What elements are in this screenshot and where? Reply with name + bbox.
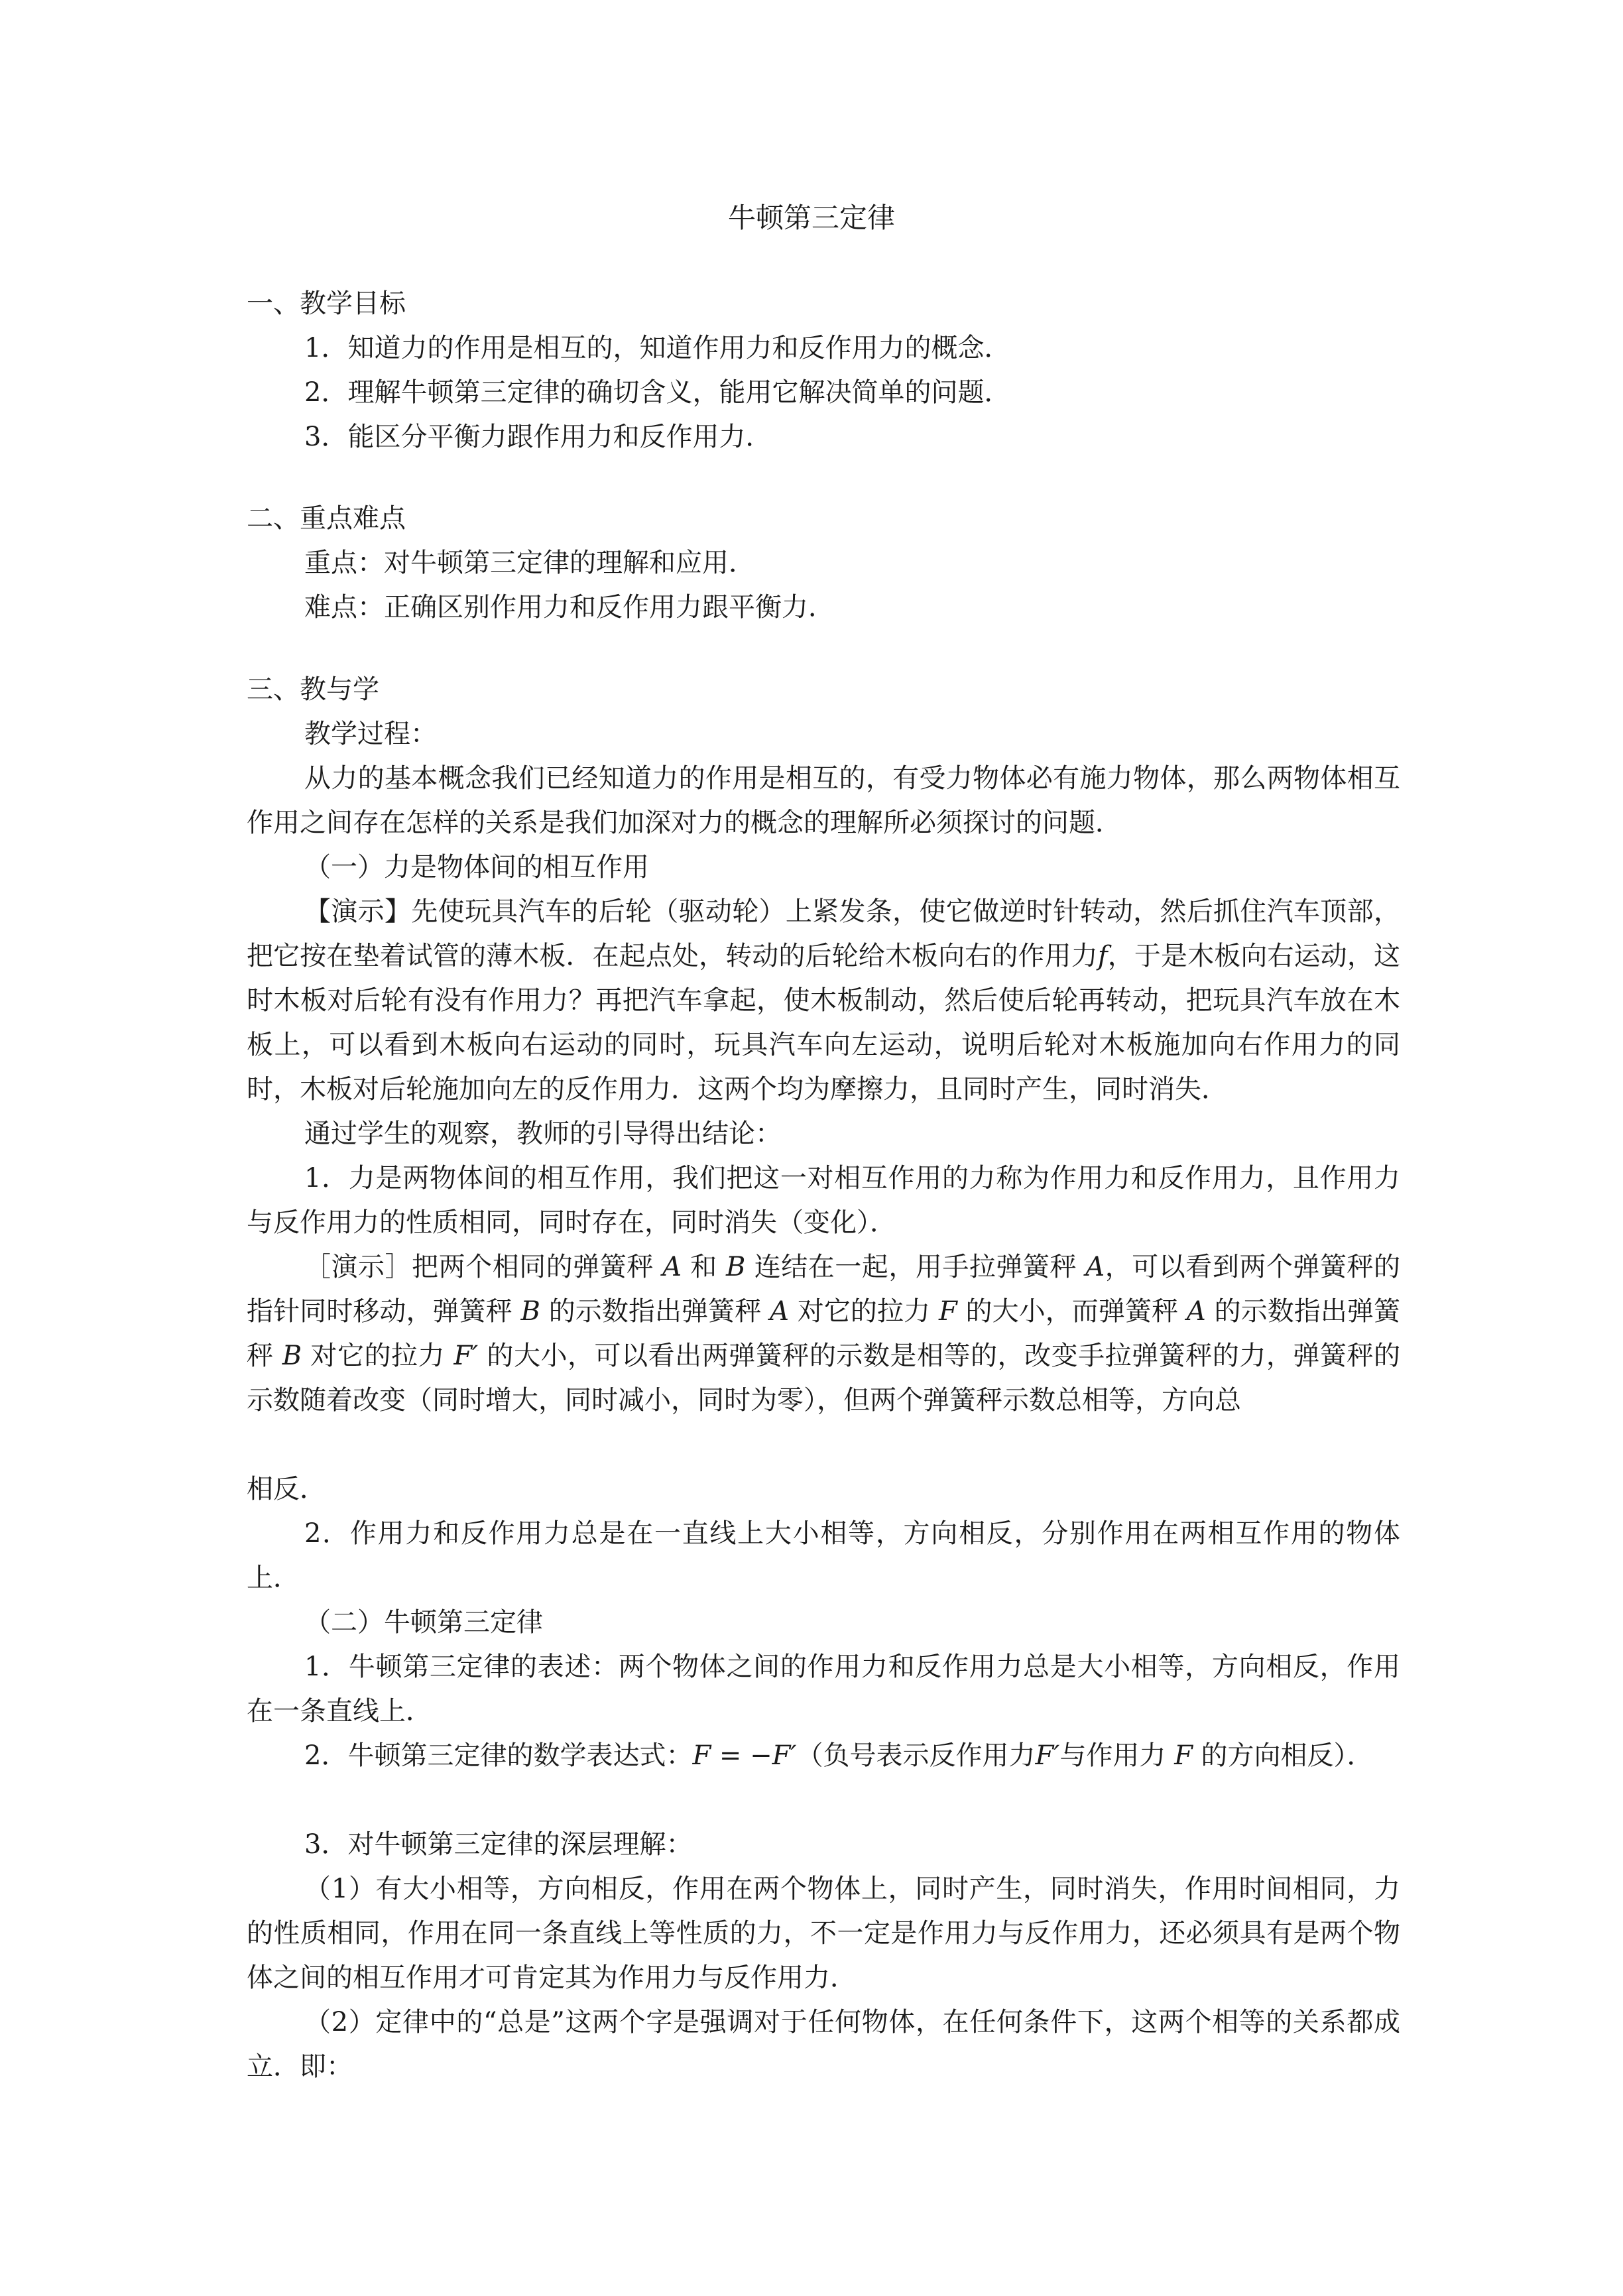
objective-item: 3．能区分平衡力跟作用力和反作用力． (304, 422, 772, 452)
objective-item: 2．理解牛顿第三定律的确切含义，能用它解决简单的问题． (304, 377, 1011, 408)
key-point-text: 重点：对牛顿第三定律的理解和应用． (304, 548, 755, 578)
law2-text: 2．牛顿第三定律的数学表达式： (304, 1740, 693, 1771)
law2-text: 的方向相反）． (1192, 1740, 1374, 1771)
section-heading-key-points: 二、重点难点 (247, 503, 406, 534)
demo2-text: 和 (682, 1252, 727, 1282)
force-symbol-f: f (1097, 941, 1108, 971)
conclusion-1: 1．力是两物体间的相互作用，我们把这一对相互作用的力称为作用力和反作用力，且作用力与反作用力的性质相同，同时存在，同时消失（变化）． (247, 1163, 1400, 1238)
demo2-text: 的示数指出弹簧秤 (540, 1296, 770, 1327)
demo2-text: ［演示］把两个相同的弹簧秤 (304, 1252, 663, 1282)
demo2-text: 的大小，而弹簧秤 (957, 1296, 1187, 1327)
deep-point-1: （1）有大小相等，方向相反，作用在两个物体上，同时产生，同时消失，作用时间相同，力的性质相同，作用在同一条直线上等性质的力，不一定是作用力与反作用力，还必须具有是两个物体之间的相互作用才可肯定其为作用力与反作用力． (247, 1874, 1400, 1993)
symbol-b: B (282, 1341, 302, 1371)
demo1-text-b: ，于是木板向右运动，这时木板对后轮有没有作用力？再把汽车拿起，使木板制动，然后使后轮再转动，把玩具汽车放在木板上，可以看到木板向右运动的同时，玩具汽车向左运动，说明后轮对木板施加向右作用力的同时，木板对后轮施加向左的反作用力．这两个均为摩擦力，且同时产生，同时消失． (247, 941, 1400, 1105)
demo2-ending: 相反． (247, 1474, 326, 1504)
demo2-text: 对它的拉力 (302, 1341, 454, 1371)
demo-paragraph-2 (247, 1245, 1400, 1423)
demo-paragraph-1 (247, 890, 1400, 1112)
law2-text: 与作用力 (1059, 1740, 1175, 1771)
observation-line: 通过学生的观察，教师的引导得出结论： (304, 1118, 782, 1149)
conclusion-2: 2．作用力和反作用力总是在一直线上大小相等，方向相反，分别作用在两相互作用的物体上． (247, 1518, 1400, 1593)
subsection-heading-2: （二）牛顿第三定律 (304, 1607, 543, 1638)
symbol-f-prime: F′ (1035, 1740, 1060, 1771)
law-statement: 1．牛顿第三定律的表述：两个物体之间的作用力和反作用力总是大小相等，方向相反，作用在一条直线上． (247, 1652, 1400, 1726)
symbol-b: B (520, 1296, 540, 1327)
demo2-text: 的示数指出弹簧秤 (247, 1296, 1401, 1371)
symbol-f-prime: F′ (453, 1341, 479, 1371)
teaching-process-label: 教学过程： (304, 719, 437, 749)
page-title: 牛顿第三定律 (727, 202, 895, 234)
section-heading-objectives: 一、教学目标 (247, 288, 406, 319)
section-heading-teaching: 三、教与学 (247, 674, 379, 705)
law-formula (247, 1734, 1400, 1778)
symbol-b: B (726, 1252, 746, 1282)
demo2-text: 对它的拉力 (789, 1296, 939, 1327)
objective-item: 1．知道力的作用是相互的，知道作用力和反作用力的概念． (304, 333, 1011, 363)
symbol-a: A (662, 1252, 682, 1282)
intro-paragraph: 从力的基本概念我们已经知道力的作用是相互的，有受力物体必有施力物体，那么两物体相互作用之间存在怎样的关系是我们加深对力的概念的理解所必须探讨的问题． (247, 763, 1400, 838)
demo2-text: ，可以看到两个弹簧秤的指针同时移动，弹簧秤 (247, 1252, 1401, 1327)
deep-point-2: （2）定律中的“总是”这两个字是强调对于任何物体，在任何条件下，这两个相等的关系都成立．即： (247, 2007, 1400, 2082)
demo2-text: 连结在一起，用手拉弹簧秤 (745, 1252, 1086, 1282)
newton-third-law-equation: F = −F′ (692, 1740, 797, 1771)
subsection-heading-1: （一）力是物体间的相互作用 (304, 852, 649, 882)
symbol-f: F (1174, 1740, 1193, 1771)
deep-understanding-heading: 3．对牛顿第三定律的深层理解： (304, 1829, 693, 1860)
symbol-a: A (1085, 1252, 1105, 1282)
demo1-text-a: 【演示】先使玩具汽车的后轮（驱动轮）上紧发条，使它做逆时针转动，然后抓住汽车顶部，把它按在垫着试管的薄木板．在起点处，转动的后轮给木板向右的作用力 (247, 896, 1400, 971)
demo2-text: 的大小，可以看出两弹簧秤的示数是相等的，改变手拉弹簧秤的力，弹簧秤的示数随着改变（同时增大，同时减小，同时为零），但两个弹簧秤示数总相等，方向总 (247, 1341, 1400, 1416)
law2-text: （负号表示反作用力 (796, 1740, 1036, 1771)
symbol-a: A (1186, 1296, 1206, 1327)
symbol-f: F (938, 1296, 957, 1327)
difficult-point-text: 难点：正确区别作用力和反作用力跟平衡力． (304, 592, 835, 623)
symbol-a: A (770, 1296, 789, 1327)
